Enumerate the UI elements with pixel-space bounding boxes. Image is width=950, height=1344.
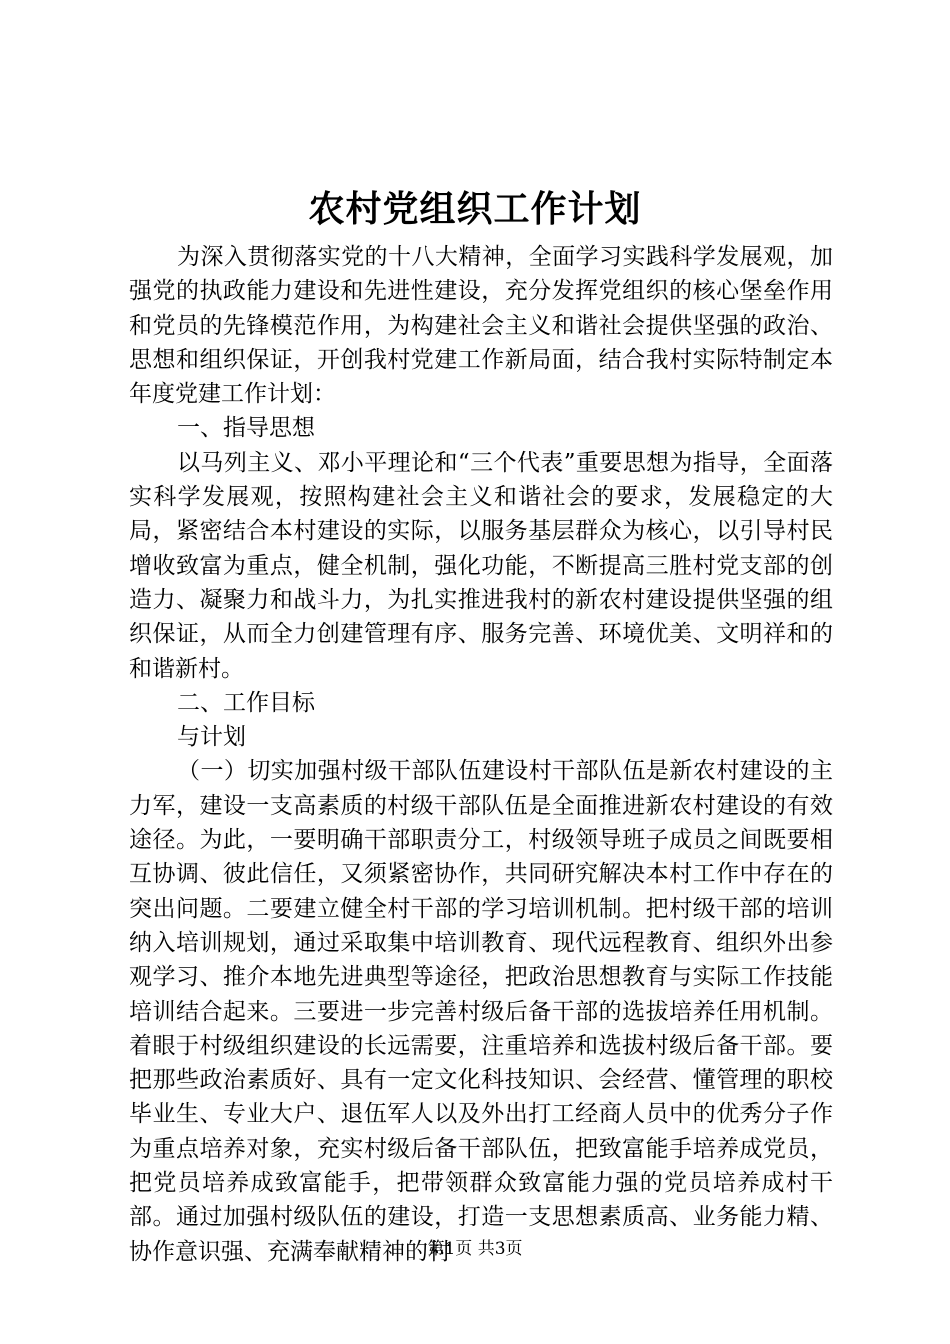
document-body (129, 240, 833, 1269)
page-number-footer: 第1页 共3页 (427, 1239, 523, 1259)
section-heading-guiding-thought: 一、指导思想 (177, 415, 315, 442)
section-heading-plan: 与计划 (177, 724, 246, 751)
guiding-thought-paragraph: 以马列主义、邓小平理论和“三个代表”重要思想为指导，全面落实科学发展观，按照构建社会主义和谐社会的要求，发展稳定的大局，紧密结合本村建设的实际，以服务基层群众为核心，以引导村民增收致富为重点，健全机制，强化功能，不断提高三胜村党支部的创造力、凝聚力和战斗力，为扎实推进我村的新农村建设提供坚强的组织保证，从而全力创建管理有序、服务完善、环境优美、文明祥和的和谐新村。 (129, 449, 833, 682)
document-title: 农村党组织工作计划 (308, 188, 642, 230)
cadre-team-paragraph: （一）切实加强村级干部队伍建设村干部队伍是新农村建设的主力军，建设一支高素质的村级干部队伍是全面推进新农村建设的有效途径。为此，一要明确干部职责分工，村级领导班子成员之间既要相互协调、彼此信任，又须紧密协作，共同研究解决本村工作中存在的突出问题。二要建立健全村干部的学习培训机制。把村级干部的培训纳入培训规划，通过采取集中培训教育、现代远程教育、组织外出参观学习、推介本地先进典型等途径，把政治思想教育与实际工作技能培训结合起来。三要进一步完善村级后备干部的选拔培养任用机制。着眼于村级组织建设的长远需要，注重培养和选拔村级后备干部。要把那些政治素质好、具有一定文化科技知识、会经营、懂管理的职校毕业生、专业大户、退伍军人以及外出打工经商人员中的优秀分子作为重点培养对象，充实村级后备干部队伍，把致富能手培养成党员，把党员培养成致富能手，把带领群众致富能力强的党员培养成村干部。通过加强村级队伍的建设，打造一支思想素质高、业务能力精、协作意识强、充满奉献精神的村 (129, 758, 833, 1265)
intro-paragraph: 为深入贯彻落实党的十八大精神，全面学习实践科学发展观，加强党的执政能力建设和先进性建设，充分发挥党组织的核心堡垒作用和党员的先锋模范作用，为构建社会主义和谐社会提供坚强的政治、思想和组织保证，开创我村党建工作新局面，结合我村实际特制定本年度党建工作计划： (129, 244, 833, 408)
section-heading-work-goals: 二、工作目标 (177, 689, 315, 716)
